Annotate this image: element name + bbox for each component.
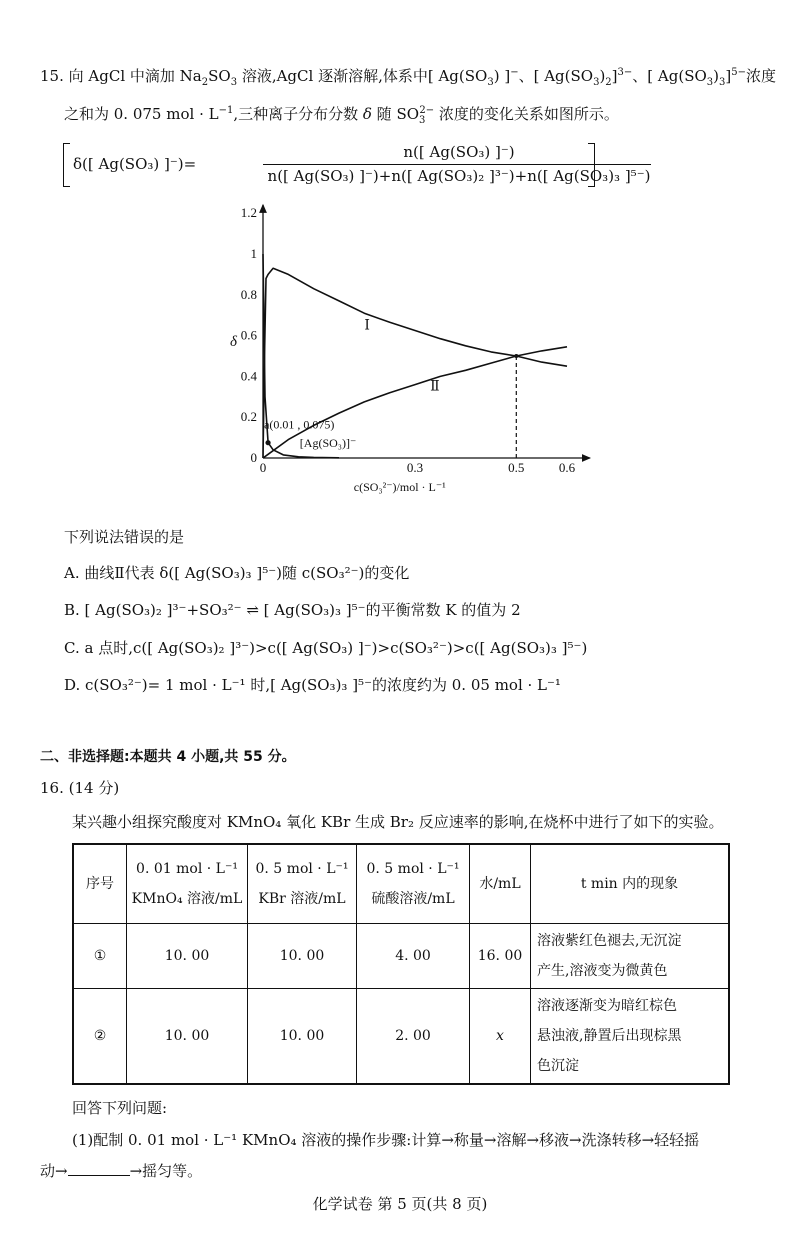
subscript: 3 bbox=[719, 77, 726, 88]
header-text: KBr 溶液/mL bbox=[258, 891, 346, 907]
option-b: B. [ Ag(SO₃)₂ ]³⁻+SO₃²⁻ ⇌ [ Ag(SO₃)₃ ]⁵⁻的平衡常数 K 的值为 2 bbox=[64, 601, 521, 619]
q15-text: 溶液,AgCl 逐渐溶解,体系中[ Ag(SO bbox=[237, 67, 488, 85]
fraction-bar bbox=[263, 164, 651, 165]
formula-lhs: δ([ Ag(SO₃) ]⁻)= bbox=[73, 155, 197, 173]
x-tick-label: 0.6 bbox=[558, 460, 576, 475]
point-a-marker bbox=[265, 440, 270, 445]
superscript: − bbox=[510, 67, 519, 78]
y-tick-label: 0.8 bbox=[240, 286, 257, 302]
q15-line-2 bbox=[64, 104, 619, 124]
page-footer: 化学试卷 第 5 页(共 8 页) bbox=[312, 1195, 488, 1213]
y-tick-label: 0 bbox=[250, 450, 257, 465]
x-tick-label: 0 bbox=[259, 460, 267, 475]
header-text: 0. 5 mol · L⁻¹ bbox=[366, 861, 460, 877]
header-id bbox=[73, 844, 127, 924]
observation-line: 溶液紫红色褪去,无沉淀 bbox=[537, 933, 682, 949]
header-text: 硫酸溶液/mL bbox=[371, 891, 455, 907]
superscript: 3− bbox=[617, 67, 633, 78]
q15-text: ,三种离子分布分数 bbox=[233, 105, 363, 123]
experiment-table bbox=[72, 843, 730, 1085]
answer-prompt: 回答下列问题: bbox=[72, 1099, 168, 1117]
q15-line-1 bbox=[40, 66, 776, 86]
q15-text: ] bbox=[611, 67, 618, 85]
cell-kmno4: 10. 00 bbox=[127, 989, 248, 1085]
cell-kbr: 10. 00 bbox=[248, 989, 357, 1085]
q15-text: 浓度的变化关系如图所示。 bbox=[434, 105, 619, 123]
subscript: 3 bbox=[487, 77, 494, 88]
question-1-text: 动→ bbox=[40, 1162, 68, 1180]
ag-so3-curve-label: [Ag(SO₃)]⁻ bbox=[299, 435, 357, 450]
option-d: D. c(SO₃²⁻)= 1 mol · L⁻¹ 时,[ Ag(SO₃)₃ ]⁵⁻的浓度约为 0. 05 mol · L⁻¹ bbox=[64, 676, 561, 694]
header-text: 0. 5 mol · L⁻¹ bbox=[255, 861, 349, 877]
table-row bbox=[73, 989, 729, 1085]
y-axis-label: δ bbox=[230, 333, 237, 350]
q15-text: 随 SO bbox=[371, 105, 420, 123]
observation-line: 产生,溶液变为微黄色 bbox=[537, 963, 668, 979]
row-id: ② bbox=[73, 989, 127, 1085]
cell-h2so4: 2. 00 bbox=[357, 989, 470, 1085]
header-text: 0. 01 mol · L⁻¹ bbox=[136, 861, 238, 877]
header-text: KMnO₄ 溶液/mL bbox=[131, 891, 243, 907]
y-tick-label: 1.2 bbox=[240, 205, 257, 221]
header-text: 序号 bbox=[86, 876, 114, 892]
observation-line: 溶液逐渐变为暗红棕色 bbox=[537, 998, 677, 1014]
header-h2so4 bbox=[357, 844, 470, 924]
q15-text: ) bbox=[599, 67, 606, 85]
subscript: 3 bbox=[593, 77, 600, 88]
cell-water: x bbox=[470, 989, 531, 1085]
cell-kbr: 10. 00 bbox=[248, 924, 357, 989]
y-tick-label: 1 bbox=[250, 246, 257, 261]
q16-intro: 某兴趣小组探究酸度对 KMnO₄ 氧化 KBr 生成 Br₂ 反应速率的影响,在烧杯中进行了如下的实验。 bbox=[72, 813, 724, 831]
question-1-text: →摇匀等。 bbox=[129, 1162, 203, 1180]
y-tick-label: 0.6 bbox=[240, 327, 257, 343]
q15-number: 15. bbox=[40, 67, 64, 85]
q15-text: 之和为 0. 075 mol · L bbox=[64, 105, 219, 123]
header-kmno4 bbox=[127, 844, 248, 924]
delta-symbol: δ bbox=[362, 105, 372, 123]
section-heading: 二、非选择题:本题共 4 小题,共 55 分。 bbox=[40, 749, 296, 765]
y-tick-label: 0.2 bbox=[240, 409, 257, 425]
row-id: ① bbox=[73, 924, 127, 989]
formula-numerator: n([ Ag(SO₃) ]⁻) bbox=[403, 143, 515, 161]
cell-h2so4: 4. 00 bbox=[357, 924, 470, 989]
subscript: 3 bbox=[230, 77, 238, 88]
q15-text: 浓度 bbox=[745, 67, 776, 85]
intersection-point bbox=[514, 354, 518, 358]
observation-line: 悬浊液,静置后出现棕黑 bbox=[537, 1028, 682, 1044]
table-header-row bbox=[73, 844, 729, 924]
question-1-line-2 bbox=[40, 1161, 202, 1181]
left-bracket bbox=[63, 143, 70, 187]
q16-number: 16. (14 分) bbox=[40, 779, 120, 797]
q15-text: 向 AgCl 中滴加 Na bbox=[68, 67, 202, 85]
cell-observation bbox=[531, 989, 730, 1085]
curve-II-label: Ⅱ bbox=[430, 379, 440, 395]
cell-observation bbox=[531, 924, 730, 989]
q15-text: ) ] bbox=[493, 67, 511, 85]
delta-definition-formula bbox=[63, 143, 651, 187]
q15-text: ] bbox=[725, 67, 732, 85]
table-row bbox=[73, 924, 729, 989]
q15-text: 、[ Ag(SO bbox=[632, 67, 707, 85]
subscript: 3 bbox=[419, 115, 426, 126]
option-a: A. 曲线Ⅱ代表 δ([ Ag(SO₃)₃ ]⁵⁻)随 c(SO₃²⁻)的变化 bbox=[64, 564, 410, 582]
y-tick-label: 0.4 bbox=[240, 368, 257, 384]
header-text: t min 内的现象 bbox=[580, 876, 679, 892]
superscript: 5− bbox=[731, 67, 746, 78]
observation-line: 色沉淀 bbox=[537, 1058, 579, 1074]
subscript: 2 bbox=[201, 77, 209, 88]
formula-denominator: n([ Ag(SO₃) ]⁻)+n([ Ag(SO₃)₂ ]³⁻)+n([ Ag(SO₃)₃ ]⁵⁻) bbox=[267, 167, 651, 185]
point-a-label: a(0.01 , 0.075) bbox=[264, 417, 335, 432]
q15-text: SO bbox=[208, 67, 231, 85]
q15-text: ) bbox=[713, 67, 719, 85]
curve-I-label: Ⅰ bbox=[364, 318, 370, 334]
q15-stem: 下列说法错误的是 bbox=[64, 528, 185, 546]
x-tick-label: 0.5 bbox=[508, 460, 525, 475]
header-observation bbox=[531, 844, 730, 924]
header-text: 水/mL bbox=[479, 876, 521, 892]
header-water bbox=[470, 844, 531, 924]
superscript: 2− bbox=[419, 105, 435, 116]
option-c: C. a 点时,c([ Ag(SO₃)₂ ]³⁻)>c([ Ag(SO₃) ]⁻)>c(SO₃²⁻)>c([ Ag(SO₃)₃ ]⁵⁻) bbox=[64, 639, 588, 657]
cell-kmno4: 10. 00 bbox=[127, 924, 248, 989]
header-kbr bbox=[248, 844, 357, 924]
x-tick-label: 0.3 bbox=[406, 460, 424, 475]
subscript: 2 bbox=[605, 77, 612, 88]
cell-water: 16. 00 bbox=[470, 924, 531, 989]
question-1-line-1: (1)配制 0. 01 mol · L⁻¹ KMnO₄ 溶液的操作步骤:计算→称量→溶解→移液→洗涤转移→轻轻摇 bbox=[72, 1131, 700, 1149]
subscript: 3 bbox=[706, 77, 714, 88]
x-axis-label: c(SO₃²⁻)/mol · L⁻¹ bbox=[353, 480, 446, 494]
superscript: −1 bbox=[218, 105, 234, 116]
answer-blank[interactable] bbox=[68, 1161, 130, 1176]
distribution-fraction-chart bbox=[220, 200, 600, 500]
q15-text: 、[ Ag(SO bbox=[518, 67, 594, 85]
